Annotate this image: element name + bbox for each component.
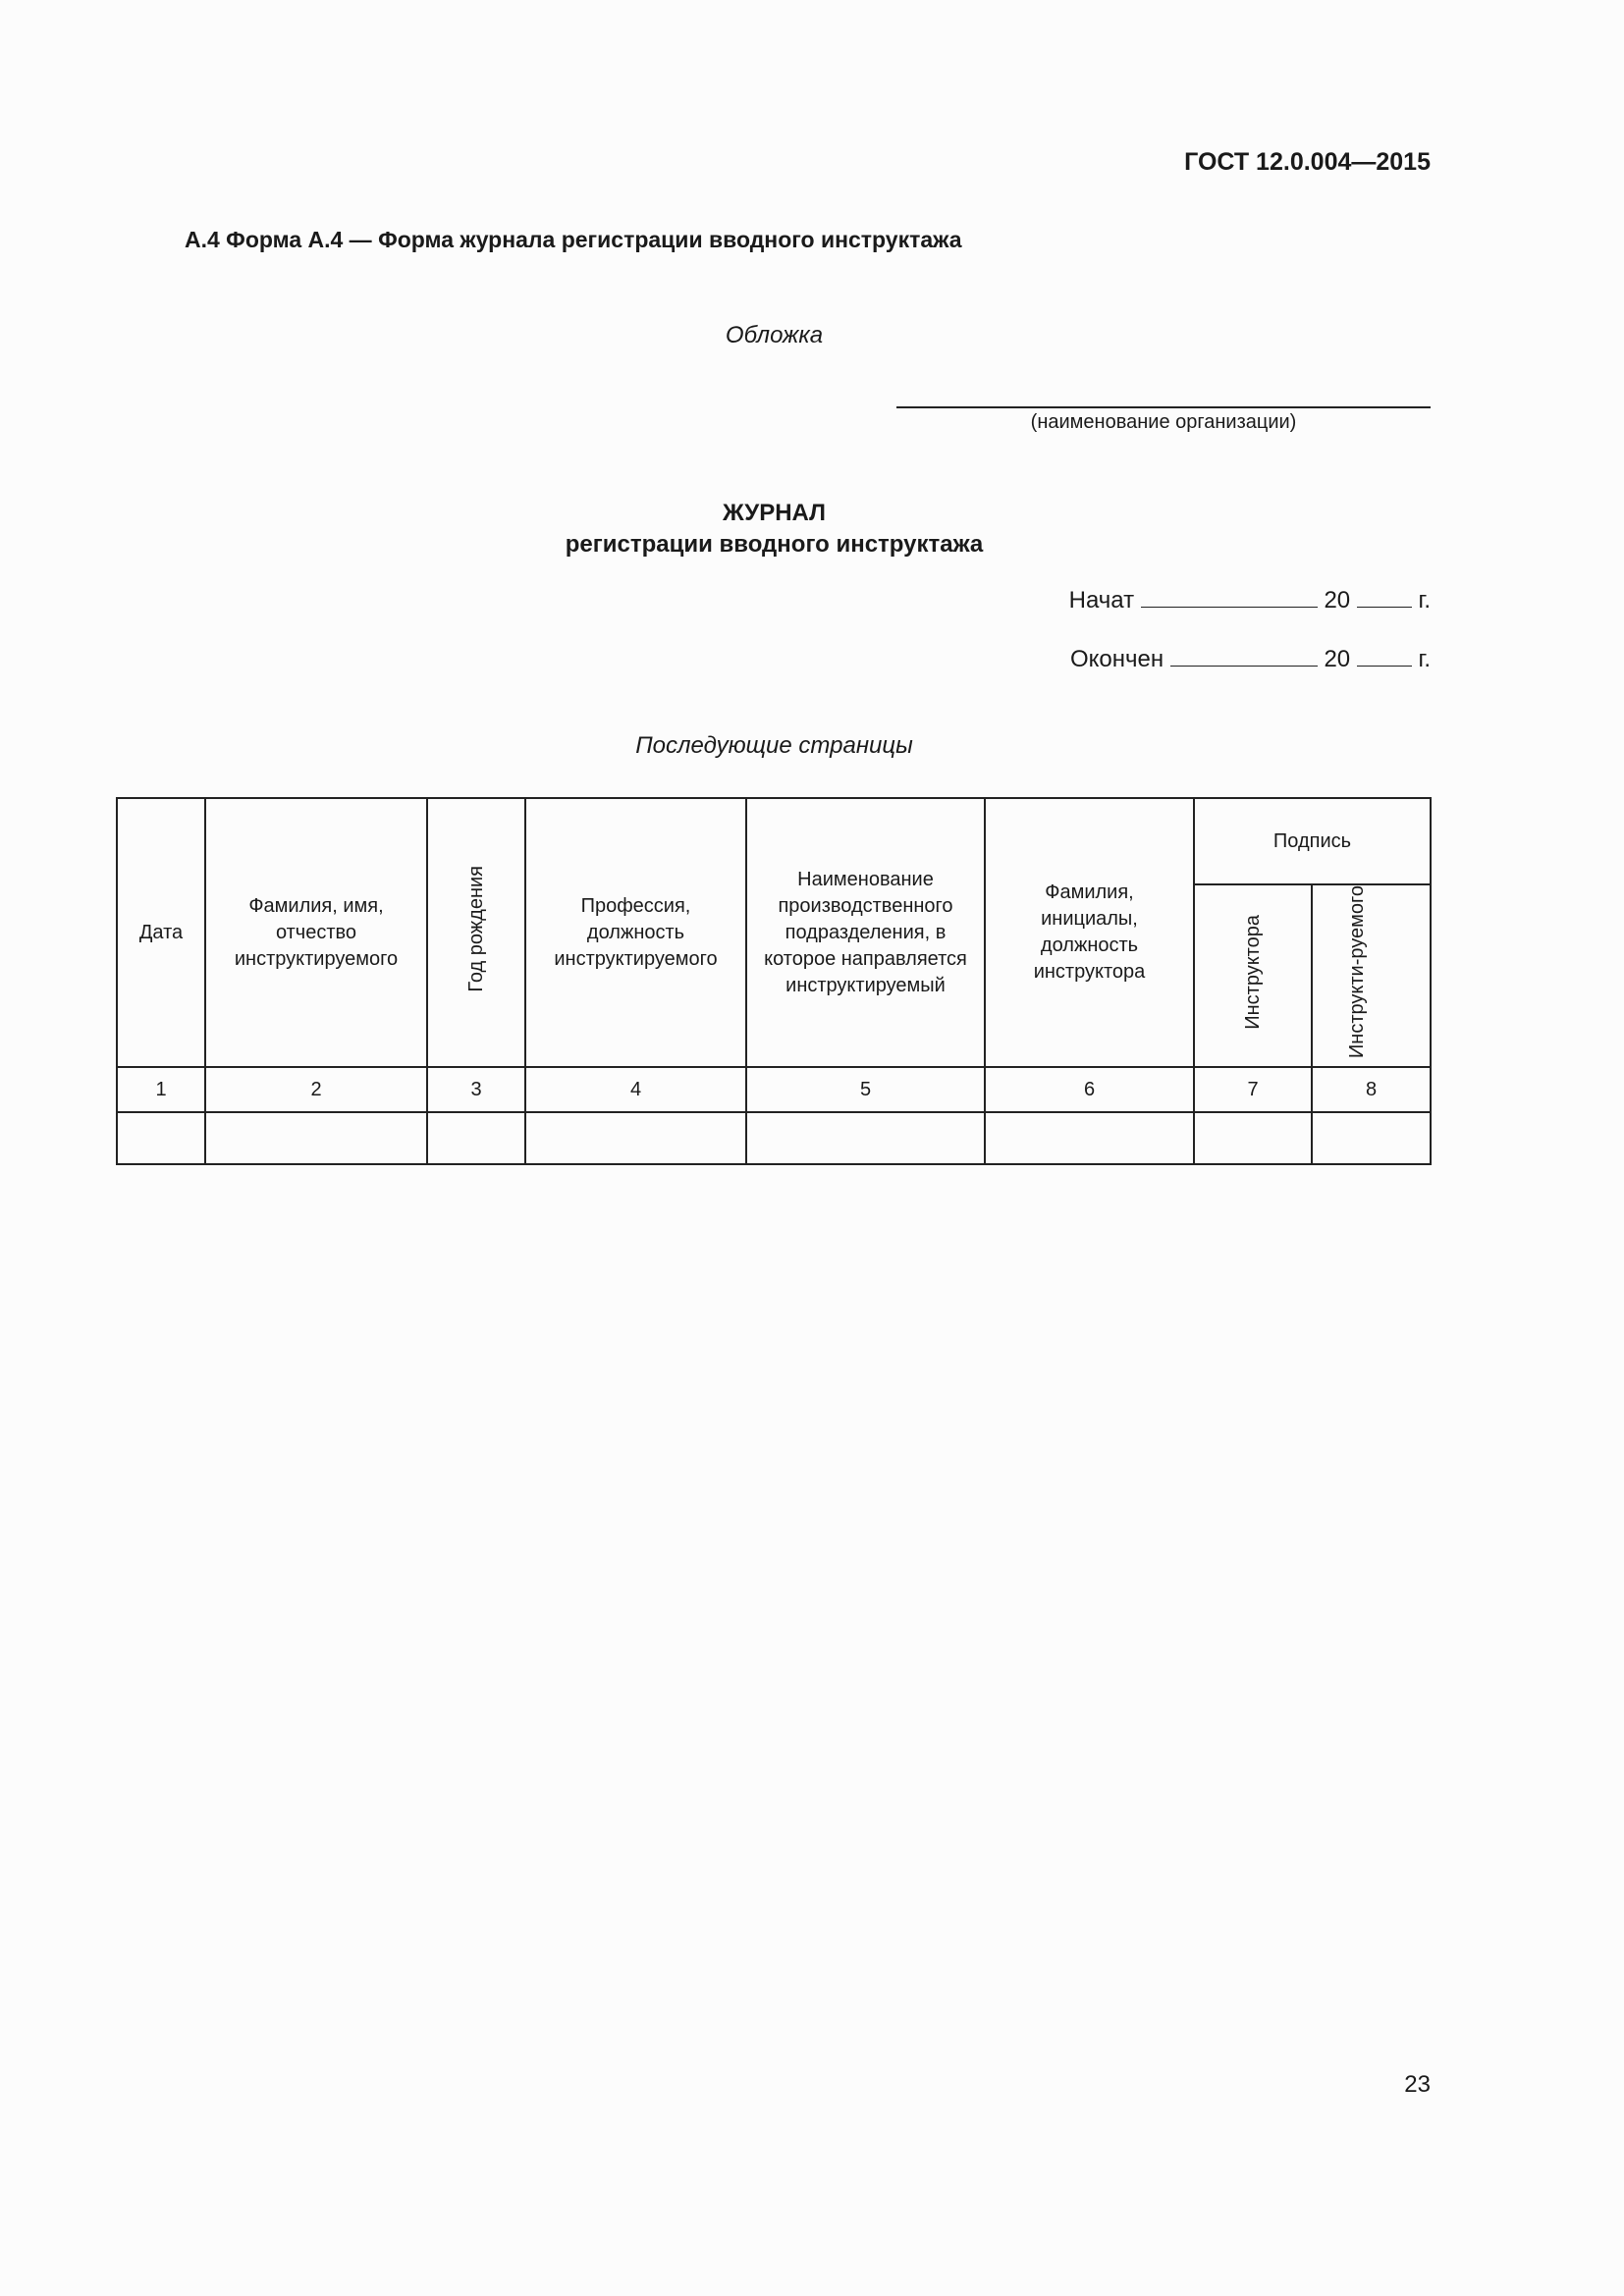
ended-century: 20 — [1324, 646, 1351, 672]
table-cell-empty — [427, 1112, 525, 1164]
started-year-blank — [1357, 585, 1412, 608]
header-sig-instructor-text: Инструктора — [1241, 914, 1264, 1030]
header-sig-trainee — [1312, 884, 1431, 1067]
organization-caption: (наименование организации) — [1030, 411, 1297, 433]
column-number: 6 — [985, 1067, 1194, 1112]
header-sig-trainee-text: Инструкти-руемого — [1345, 885, 1368, 1059]
table-cell-empty — [525, 1112, 746, 1164]
header-instructor: Фамилия, инициалы, должность инструктора — [985, 798, 1194, 1067]
ended-date-blank — [1170, 644, 1318, 667]
header-sig-instructor — [1194, 884, 1312, 1067]
column-number: 3 — [427, 1067, 525, 1112]
started-date-line — [1069, 585, 1431, 614]
journal-title: ЖУРНАЛ — [722, 500, 827, 526]
journal-subtitle: регистрации вводного инструктажа — [565, 531, 984, 558]
started-date-blank — [1141, 585, 1318, 608]
column-number: 5 — [746, 1067, 985, 1112]
column-number: 4 — [525, 1067, 746, 1112]
started-label: Начат — [1068, 587, 1135, 614]
organization-name-line — [896, 406, 1431, 408]
ended-label: Окончен — [1069, 646, 1164, 672]
standard-number: ГОСТ 12.0.004—2015 — [1184, 148, 1431, 176]
started-century: 20 — [1324, 587, 1351, 614]
section-title: А.4 Форма А.4 — Форма журнала регистрации вводного инструктажа — [185, 227, 962, 252]
column-number: 7 — [1194, 1067, 1312, 1112]
header-signature: Подпись — [1194, 798, 1431, 884]
page-number: 23 — [1404, 2071, 1431, 2098]
column-number-row — [117, 1067, 1431, 1112]
column-number: 2 — [205, 1067, 427, 1112]
header-department: Наименование производственного подразделения, в которое направляется инструктируемый — [746, 798, 985, 1067]
journal-title-block — [0, 498, 1548, 561]
table-cell-empty — [985, 1112, 1194, 1164]
table-row — [117, 1112, 1431, 1164]
table-header-row — [117, 798, 1431, 884]
header-birth-year-text: Год рождения — [464, 865, 487, 992]
header-full-name: Фамилия, имя, отчество инструктируемого — [205, 798, 427, 1067]
ended-date-line — [1070, 644, 1431, 673]
header-birth-year — [427, 798, 525, 1067]
table-cell-empty — [1312, 1112, 1431, 1164]
table-cell-empty — [117, 1112, 205, 1164]
ended-year-blank — [1357, 644, 1412, 667]
registration-table — [116, 797, 1432, 1165]
cover-label: Обложка — [725, 322, 824, 348]
started-year-suffix: г. — [1418, 587, 1431, 614]
column-number: 1 — [117, 1067, 205, 1112]
column-number: 8 — [1312, 1067, 1431, 1112]
table-cell-empty — [746, 1112, 985, 1164]
header-profession: Профессия, должность инструктируемого — [525, 798, 746, 1067]
header-date: Дата — [117, 798, 205, 1067]
next-pages-label: Последующие страницы — [635, 732, 913, 759]
table-cell-empty — [1194, 1112, 1312, 1164]
table-cell-empty — [205, 1112, 427, 1164]
ended-year-suffix: г. — [1418, 646, 1431, 672]
